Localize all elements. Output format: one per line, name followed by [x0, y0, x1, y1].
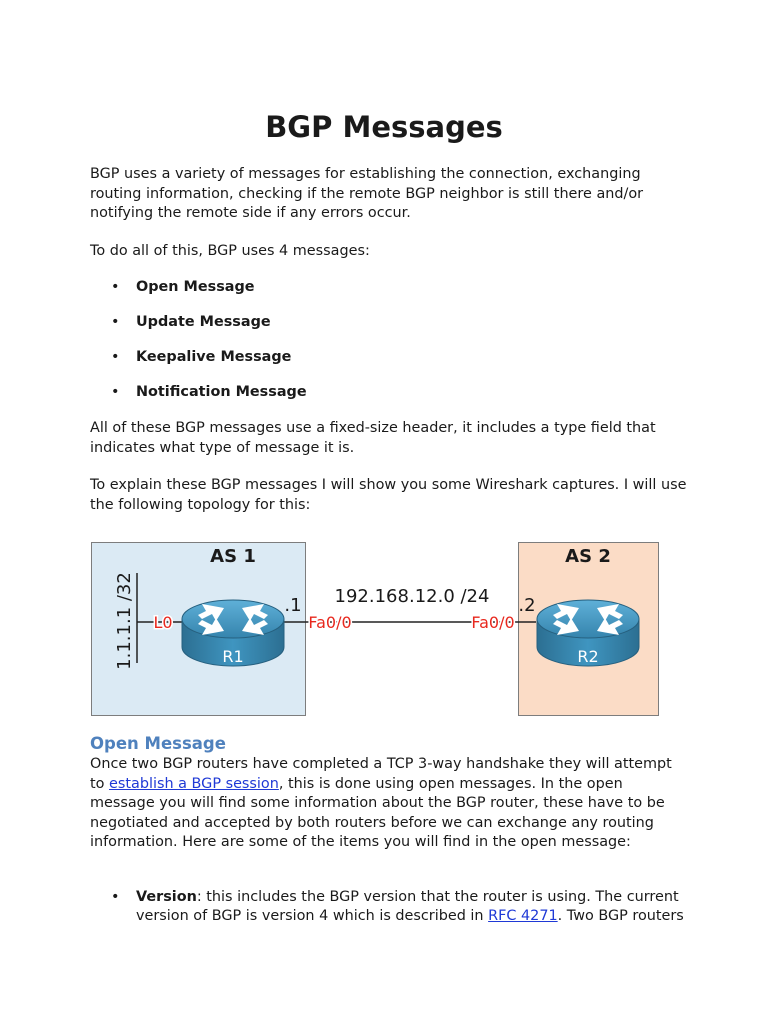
version-text-end: . Two BGP routers	[557, 908, 684, 924]
r1-host-label: .1	[284, 595, 302, 616]
topology-diagram	[0, 535, 768, 725]
list-item: • Keepalive Message	[90, 348, 690, 383]
establish-bgp-session-link[interactable]: establish a BGP session	[109, 775, 279, 792]
open-text-end: , this is done using open messages. In the open message you will find some information about the BGP router, these have to be negotiated and accepted by both routers before we can exchange any routing information. Here are some of the items you will find in the open message:	[90, 775, 665, 850]
r1-interface-label: Fa0/0	[308, 613, 352, 632]
version-label: Version	[136, 889, 197, 905]
open-text-start: Once two BGP routers have completed a TCP 3-way handshake they will attempt to	[90, 756, 672, 792]
list-item: • Update Message	[90, 313, 690, 348]
list-item	[90, 888, 690, 926]
as1-label: AS 1	[210, 546, 256, 567]
page-title: BGP Messages	[265, 110, 503, 144]
intro-paragraph: BGP uses a variety of messages for establishing the connection, exchanging routing information, checking if the remote BGP neighbor is still there and/or notifying the remote side if any errors occur.	[90, 166, 644, 221]
router-r1-name: R1	[222, 647, 244, 666]
as2-label: AS 2	[565, 546, 611, 567]
loopback-interface-label: L0	[153, 613, 173, 632]
message-types-list	[90, 278, 690, 418]
router-r2	[537, 600, 639, 666]
loopback-network-label: 1.1.1.1 /32	[114, 572, 135, 670]
list-intro: To do all of this, BGP uses 4 messages:	[90, 243, 370, 259]
rfc-4271-link[interactable]: RFC 4271	[488, 908, 558, 924]
r2-interface-label: Fa0/0	[471, 613, 515, 632]
router-r1	[182, 600, 284, 666]
router-r2-name: R2	[577, 647, 599, 666]
list-item: • Open Message	[90, 278, 690, 313]
open-items-list	[90, 888, 690, 926]
header-paragraph: All of these BGP messages use a fixed-size header, it includes a type field that indicates what type of message it is.	[90, 420, 656, 456]
open-message-paragraph	[90, 755, 690, 853]
link-network-label: 192.168.12.0 /24	[334, 586, 490, 607]
version-text: : this includes the BGP version that the router is using. The current version of BGP is version 4 which is described in	[136, 889, 679, 924]
wireshark-paragraph: To explain these BGP messages I will show you some Wireshark captures. I will use the following topology for this:	[90, 477, 687, 513]
r2-host-label: .2	[518, 595, 536, 616]
open-message-heading: Open Message	[90, 734, 226, 753]
list-item: • Notification Message	[90, 383, 690, 418]
